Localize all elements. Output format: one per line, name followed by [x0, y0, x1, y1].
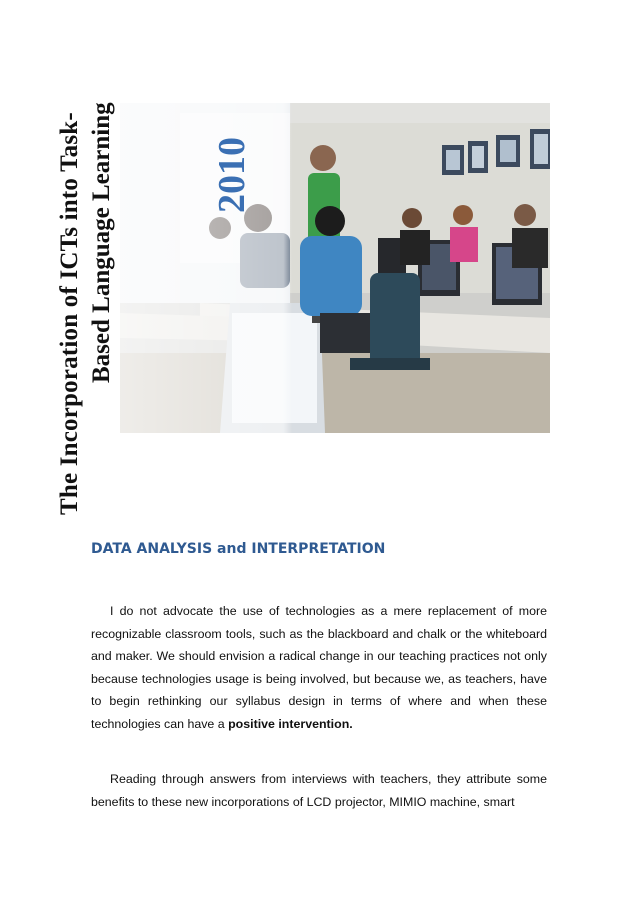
section-heading: DATA ANALYSIS and INTERPRETATION [91, 541, 386, 557]
cover-title-line1: The Incorporation of ICTs into Task- [56, 112, 83, 515]
paragraph-1-bold: positive intervention. [228, 716, 353, 731]
paragraph-2: Reading through answers from interviews with teachers, they attribute some benefits to these new incorporations of LCD projector, MIMIO machine, smart [91, 772, 547, 809]
classroom-photo [120, 103, 550, 433]
paragraph-1 [91, 600, 547, 735]
paragraph-1-text: I do not advocate the use of technologies as a mere replacement of more recognizable classroom tools, such as the blackboard and chalk or the whiteboard and maker. We should envision a radical change in our teaching practices not only because technologies usage is being involved, but because we, as teachers, have to begin rethinking our syllabus design in terms of where and when these technologies can have a [91, 604, 547, 731]
cover-title-line2: Based Language Learning [88, 102, 115, 383]
year-label: 2010 [211, 137, 253, 213]
